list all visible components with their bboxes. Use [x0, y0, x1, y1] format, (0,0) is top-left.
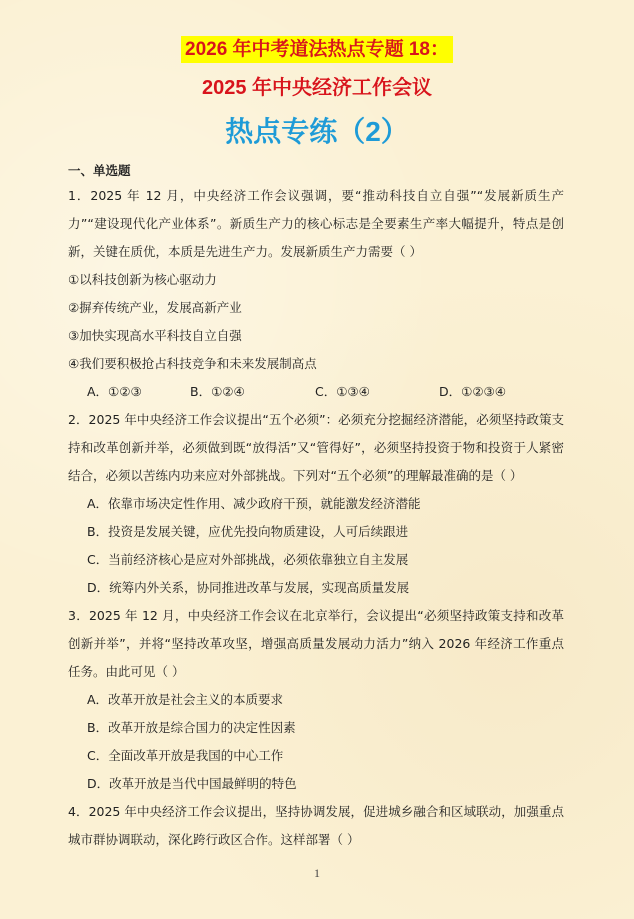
question-2-option-b: B．投资是发展关键，应优先投向物质建设，人可后续跟进: [87, 524, 409, 539]
question-2-option-d: D．统筹内外关系，协同推进改革与发展，实现高质量发展: [87, 580, 410, 595]
question-1-item-1: ①以科技创新为核心驱动力: [68, 272, 217, 287]
question-3-option-b: B．改革开放是综合国力的决定性因素: [87, 720, 296, 735]
section-heading: 一、单选题: [68, 163, 131, 178]
question-1-item-3: ③加快实现高水平科技自立自强: [68, 328, 242, 343]
question-list: [68, 182, 564, 854]
question-2-stem: 2．2025 年中央经济工作会议提出“五个必须”：必须充分挖掘经济潜能，必须坚持政策支持和改革创新并举，必须做到既“放得活”又“管得好”，必须坚持投资于物和投资于人紧密结合，必须以苦练内功来应对外部挑战。下列对“五个必须”的理解最准确的是（ ）: [68, 412, 564, 483]
question-3-option-d: D．改革开放是当代中国最鲜明的特色: [87, 776, 297, 791]
page-number: 1: [314, 866, 320, 880]
question-1-option-a: A．①②③: [87, 384, 142, 399]
question-1-item-2: ②摒弃传统产业，发展高新产业: [68, 300, 242, 315]
title-line1-wrap: [0, 36, 634, 63]
question-3-option-a: A．改革开放是社会主义的本质要求: [87, 692, 284, 707]
question-1-option-c: C．①③④: [315, 384, 370, 399]
question-2-option-a: A．依靠市场决定性作用、减少政府干预，就能激发经济潜能: [87, 496, 421, 511]
document-topic-title: 热点专练（2）: [225, 116, 409, 147]
question-2-option-c: C．当前经济核心是应对外部挑战，必须依靠独立自主发展: [87, 552, 409, 567]
question-3-stem: 3．2025 年 12 月，中央经济工作会议在北京举行，会议提出“必须坚持政策支持和改革创新并举”，并将“坚持改革攻坚，增强高质量发展动力活力”纳入 2026 年经济工作重点任务。由此可见（ ）: [68, 608, 564, 679]
question-4-stem: 4．2025 年中央经济工作会议提出，坚持协调发展，促进城乡融合和区域联动，加强重点城市群协调联动，深化跨行政区合作。这样部署（ ）: [68, 804, 564, 847]
question-3-option-c: C．全面改革开放是我国的中心工作: [87, 748, 284, 763]
question-1-option-b: B．①②④: [190, 384, 245, 399]
question-1-options: [68, 378, 564, 406]
question-1-stem: 1．2025 年 12 月，中央经济工作会议强调，要“推动科技自立自强”“发展新质生产力”“建设现代化产业体系”。新质生产力的核心标志是全要素生产率大幅提升，特点是创新，关键在质优，本质是先进生产力。发展新质生产力需要（ ）: [68, 188, 564, 259]
question-1-item-4: ④我们要积极抢占科技竞争和未来发展制高点: [68, 356, 317, 371]
document-title-highlighted: 2026 年中考道法热点专题 18：: [181, 36, 453, 63]
question-1-option-d: D．①②③④: [439, 384, 506, 399]
document-subtitle: 2025 年中央经济工作会议: [201, 77, 433, 99]
